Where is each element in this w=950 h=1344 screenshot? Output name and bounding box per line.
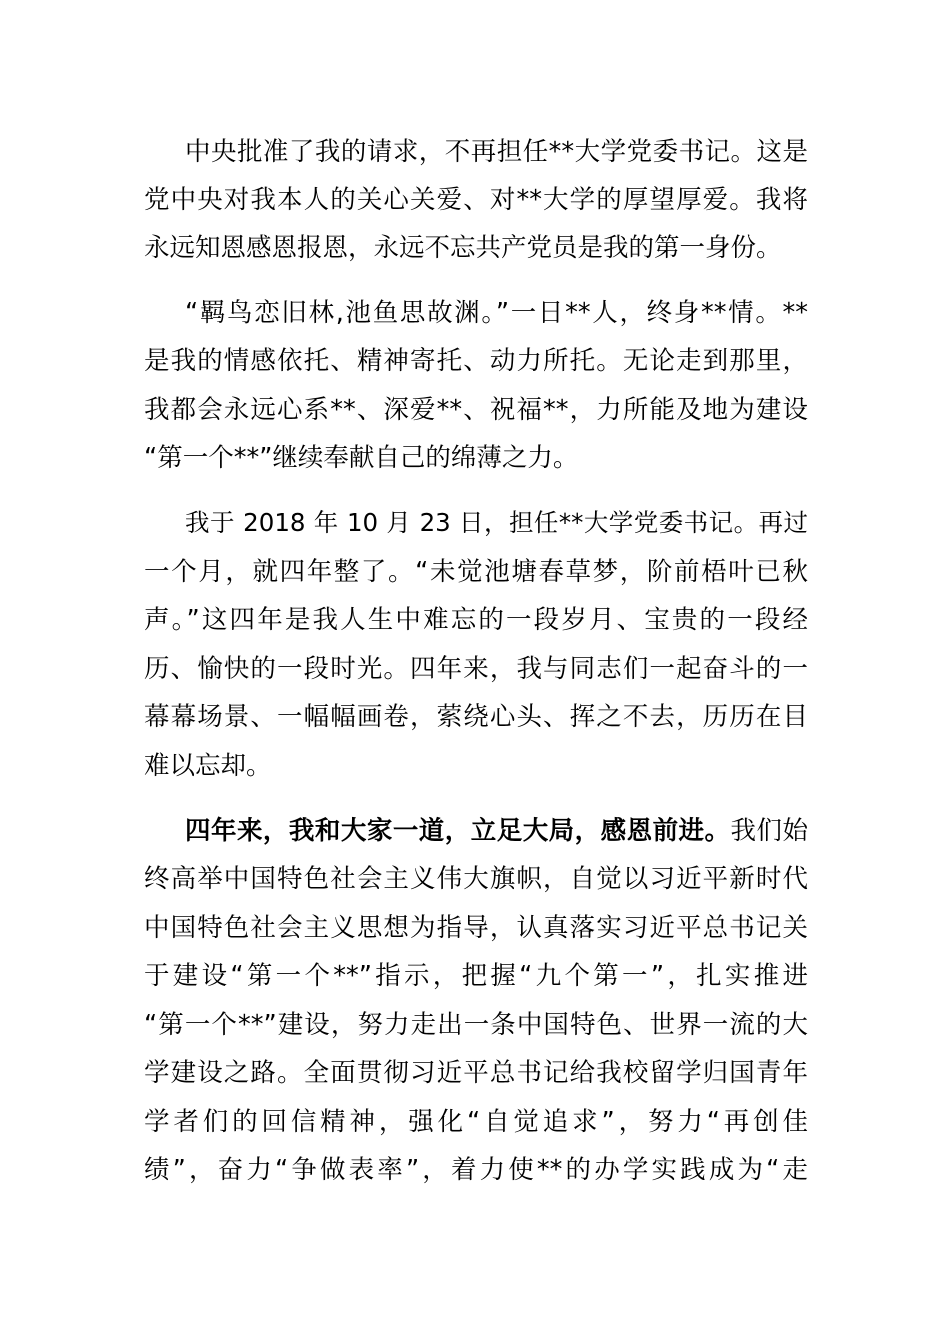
text-line: 于建设“第一个**”指示，把握“九个第一”，扎实推进	[144, 961, 808, 991]
text-line: 难以忘却。	[144, 751, 272, 781]
text-line: 永远知恩感恩报恩，永远不忘共产党员是我的第一身份。	[144, 233, 782, 263]
text-line: 我都会永远心系**、深爱**、祝福**，力所能及地为建设	[144, 395, 808, 425]
text-line: 我于 2018 年 10 月 23 日，担任**大学党委书记。再过	[185, 508, 808, 537]
text-line: 党中央对我本人的关心关爱、对**大学的厚望厚爱。我将	[144, 185, 808, 215]
text-line: “第一个**”继续奉献自己的绵薄之力。	[144, 443, 579, 473]
lead-rest-text: 我们始	[730, 816, 808, 846]
text-line: 历、愉快的一段时光。四年来，我与同志们一起奋斗的一	[144, 654, 808, 684]
text-line: 一个月，就四年整了。“未觉池塘春草梦，阶前梧叶已秋	[144, 557, 808, 587]
text-line: 中央批准了我的请求，不再担任**大学党委书记。这是	[185, 137, 808, 167]
text-line: “第一个**”建设，努力走出一条中国特色、世界一流的大	[144, 1010, 808, 1040]
text-line: 学者们的回信精神，强化“自觉追求”，努力“再创佳	[144, 1107, 808, 1137]
text-line: 中国特色社会主义思想为指导，认真落实习近平总书记关	[144, 913, 808, 943]
text-line: 是我的情感依托、精神寄托、动力所托。无论走到那里，	[144, 346, 808, 376]
text-line: 声。”这四年是我人生中难忘的一段岁月、宝贵的一段经	[144, 605, 808, 635]
text-line	[185, 814, 808, 848]
bold-lead-sentence: 四年来，我和大家一道，立足大局，感恩前进。	[185, 816, 731, 846]
text-line: “羁鸟恋旧林,池鱼思故渊。”一日**人，终身**情。**	[185, 298, 808, 328]
text-line: 学建设之路。全面贯彻习近平总书记给我校留学归国青年	[144, 1058, 808, 1088]
text-line: 绩”，奋力“争做表率”，着力使**的办学实践成为“走	[144, 1155, 808, 1185]
text-line: 终高举中国特色社会主义伟大旗帜，自觉以习近平新时代	[144, 864, 808, 894]
text-line: 幕幕场景、一幅幅画卷，萦绕心头、挥之不去，历历在目	[144, 702, 808, 732]
